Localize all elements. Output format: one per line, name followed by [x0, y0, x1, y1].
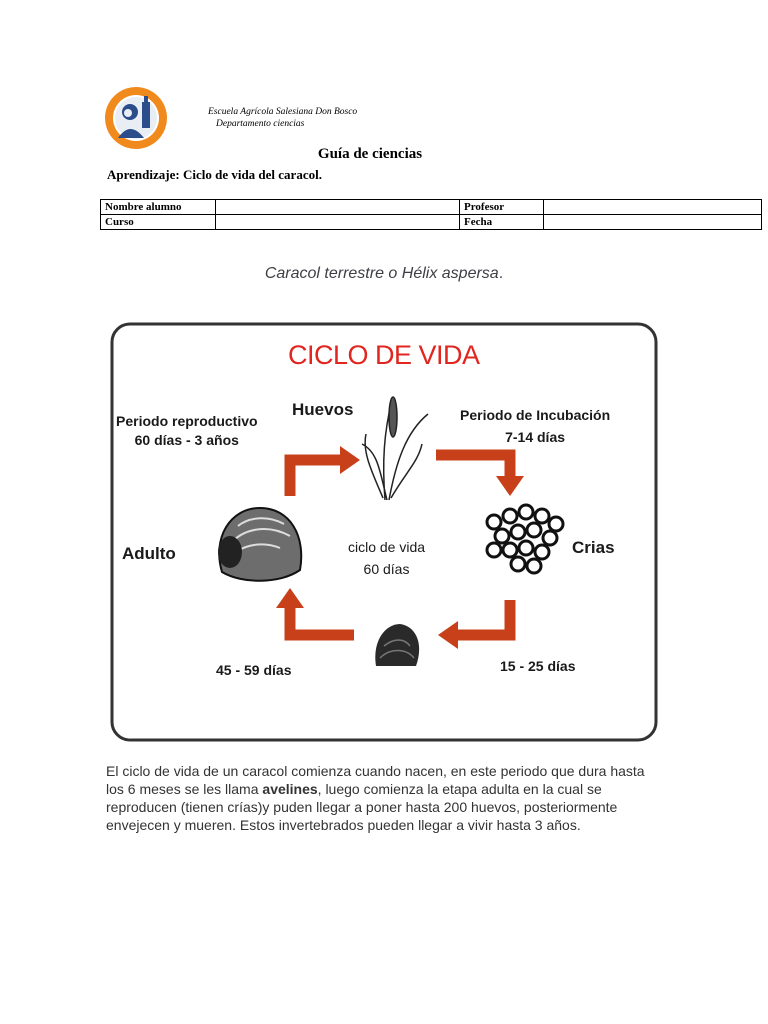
table-cell-label: Profesor	[460, 200, 544, 215]
cycle-center-duration: 60 días	[363, 561, 410, 577]
paragraph-part2: , luego comienza la etapa adulta en la cual se reproducen (tienen crías)y puden llegar a poner hasta 200 huevos, posteriormente envejecen y mueren. Estos invertebrados pueden llegar a vivir hasta 3 años.	[106, 781, 618, 833]
table-row	[101, 200, 762, 215]
cycle-center-title: ciclo de vida	[348, 539, 426, 555]
hatchlings-to-juvenile-duration: 15 - 25 días	[500, 658, 576, 674]
subtitle-period: .	[498, 265, 504, 282]
date-field[interactable]	[544, 215, 762, 230]
incubation-period-label	[460, 404, 610, 448]
student-info-table	[100, 199, 762, 230]
school-header	[208, 106, 357, 130]
table-row	[101, 215, 762, 230]
adult-label: Adulto	[122, 544, 176, 563]
subtitle-text: Caracol terrestre o Hélix aspersa	[264, 265, 499, 282]
eggs-label: Huevos	[292, 400, 354, 419]
life-cycle-diagram	[110, 322, 658, 742]
learning-label: Aprendizaje:	[107, 167, 180, 182]
table-cell-label: Nombre alumno	[101, 200, 216, 215]
learning-objective	[107, 167, 322, 183]
description-paragraph	[106, 762, 666, 834]
cycle-center-label	[348, 536, 425, 580]
paragraph-part1: El ciclo de vida de un caracol comienza cuando nacen, en este periodo que dura hasta los 6 meses se les llama	[106, 763, 645, 797]
reproductive-title: Periodo reproductivo	[116, 413, 258, 429]
table-cell-label: Fecha	[460, 215, 544, 230]
reproductive-period-label	[116, 412, 258, 450]
table-cell-label: Curso	[101, 215, 216, 230]
guide-title: Guía de ciencias	[317, 146, 423, 162]
school-name: Escuela Agrícola Salesiana Don Bosco	[208, 107, 358, 117]
school-logo	[104, 84, 168, 152]
juvenile-to-adult-duration: 45 - 59 días	[216, 662, 292, 678]
hatchlings-label: Crias	[572, 538, 615, 557]
teacher-field[interactable]	[544, 200, 762, 215]
department-name: Departamento ciencias	[216, 119, 305, 129]
subtitle	[0, 265, 768, 283]
course-field[interactable]	[216, 215, 460, 230]
learning-topic: Ciclo de vida del caracol.	[182, 167, 322, 182]
reproductive-duration: 60 días - 3 años	[134, 432, 239, 448]
paragraph-bold-term: avelines	[262, 781, 318, 797]
diagram-frame	[112, 324, 656, 740]
name-field[interactable]	[216, 200, 460, 215]
diagram-title: CICLO DE VIDA	[288, 340, 480, 370]
incubation-duration: 7-14 días	[505, 429, 566, 445]
incubation-title: Periodo de Incubación	[460, 407, 611, 423]
